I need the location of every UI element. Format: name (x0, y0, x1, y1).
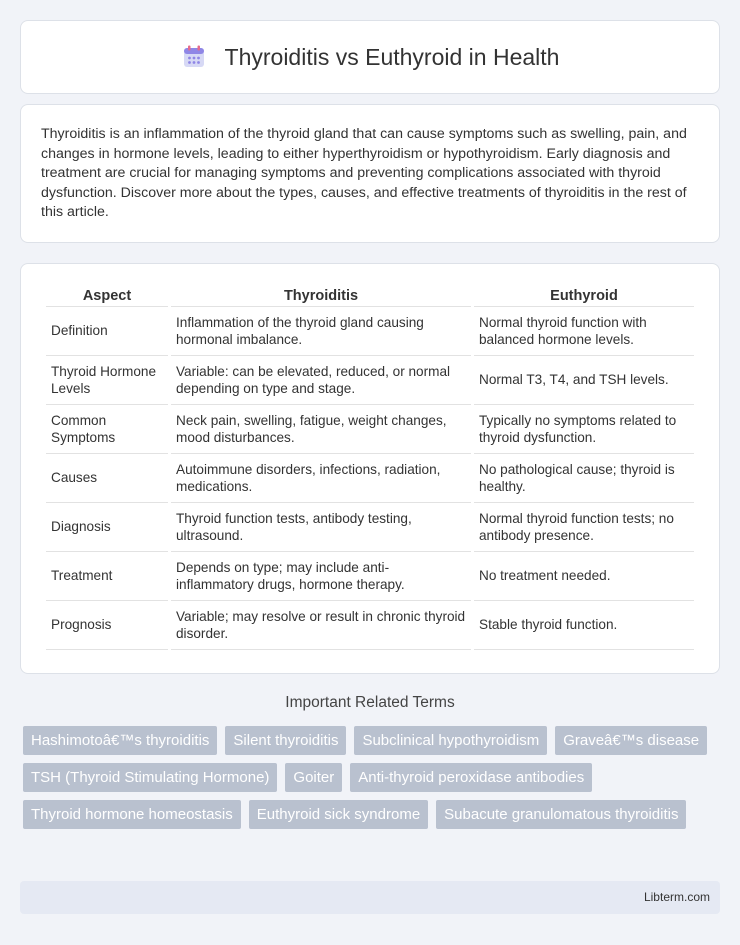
related-term-tag[interactable]: Hashimotoâ€™s thyroiditis (23, 726, 217, 755)
row-thyroiditis: Inflammation of the thyroid gland causing hormonal imbalance. (171, 307, 471, 356)
row-thyroiditis: Autoimmune disorders, infections, radiation, medications. (171, 454, 471, 503)
row-euthyroid: Normal thyroid function with balanced hormone levels. (474, 307, 694, 356)
related-term-tag[interactable]: Subclinical hypothyroidism (354, 726, 547, 755)
related-term-tag[interactable]: Subacute granulomatous thyroiditis (436, 800, 686, 829)
row-aspect: Definition (46, 307, 168, 356)
row-euthyroid: Normal T3, T4, and TSH levels. (474, 356, 694, 405)
related-term-tag[interactable]: Euthyroid sick syndrome (249, 800, 428, 829)
footer-site-link[interactable]: Libterm.com (643, 890, 710, 904)
row-aspect: Treatment (46, 552, 168, 601)
column-header-aspect: Aspect (46, 284, 168, 307)
table-row (46, 405, 694, 454)
row-aspect: Prognosis (46, 601, 168, 650)
row-euthyroid: Stable thyroid function. (474, 601, 694, 650)
related-terms-list (23, 726, 723, 829)
row-aspect: Thyroid Hormone Levels (46, 356, 168, 405)
table-row (46, 454, 694, 503)
row-aspect: Diagnosis (46, 503, 168, 552)
comparison-table (43, 284, 697, 650)
row-thyroiditis: Thyroid function tests, antibody testing, ultrasound. (171, 503, 471, 552)
table-row (46, 356, 694, 405)
table-row (46, 503, 694, 552)
intro-card (20, 104, 720, 243)
calendar-icon (181, 44, 207, 70)
row-thyroiditis: Variable: can be elevated, reduced, or normal depending on type and stage. (171, 356, 471, 405)
related-term-tag[interactable]: Silent thyroiditis (225, 726, 346, 755)
intro-text: Thyroiditis is an inflammation of the thyroid gland that can cause symptoms such as swelling, pain, and changes in hormone levels, leading to either hyperthyroidism or hypothyroidism. Early diagnosis and treatment are crucial for managing symptoms and preventing complications associated with thyroid dysfunction. Discover more about the types, causes, and effective treatments of thyroiditis in the rest of this article. (41, 126, 687, 221)
row-euthyroid: Normal thyroid function tests; no antibody presence. (474, 503, 694, 552)
comparison-table-card (20, 263, 720, 674)
related-term-tag[interactable]: Thyroid hormone homeostasis (23, 800, 241, 829)
related-terms-heading: Important Related Terms (285, 694, 455, 711)
related-term-tag[interactable]: Anti-thyroid peroxidase antibodies (350, 763, 592, 792)
page-title: Thyroiditis vs Euthyroid in Health (224, 43, 560, 70)
footer (20, 881, 720, 914)
row-euthyroid: Typically no symptoms related to thyroid dysfunction. (474, 405, 694, 454)
column-header-thyroiditis: Thyroiditis (171, 284, 471, 307)
column-header-euthyroid: Euthyroid (474, 284, 694, 307)
related-term-tag[interactable]: Graveâ€™s disease (555, 726, 707, 755)
row-thyroiditis: Variable; may resolve or result in chronic thyroid disorder. (171, 601, 471, 650)
table-row (46, 307, 694, 356)
row-thyroiditis: Neck pain, swelling, fatigue, weight changes, mood disturbances. (171, 405, 471, 454)
row-aspect: Causes (46, 454, 168, 503)
row-aspect: Common Symptoms (46, 405, 168, 454)
related-term-tag[interactable]: Goiter (285, 763, 342, 792)
related-term-tag[interactable]: TSH (Thyroid Stimulating Hormone) (23, 763, 277, 792)
row-thyroiditis: Depends on type; may include anti-inflammatory drugs, hormone therapy. (171, 552, 471, 601)
header-card (20, 20, 720, 94)
table-row (46, 552, 694, 601)
table-row (46, 601, 694, 650)
table-header-row (46, 284, 694, 307)
row-euthyroid: No pathological cause; thyroid is healthy. (474, 454, 694, 503)
row-euthyroid: No treatment needed. (474, 552, 694, 601)
